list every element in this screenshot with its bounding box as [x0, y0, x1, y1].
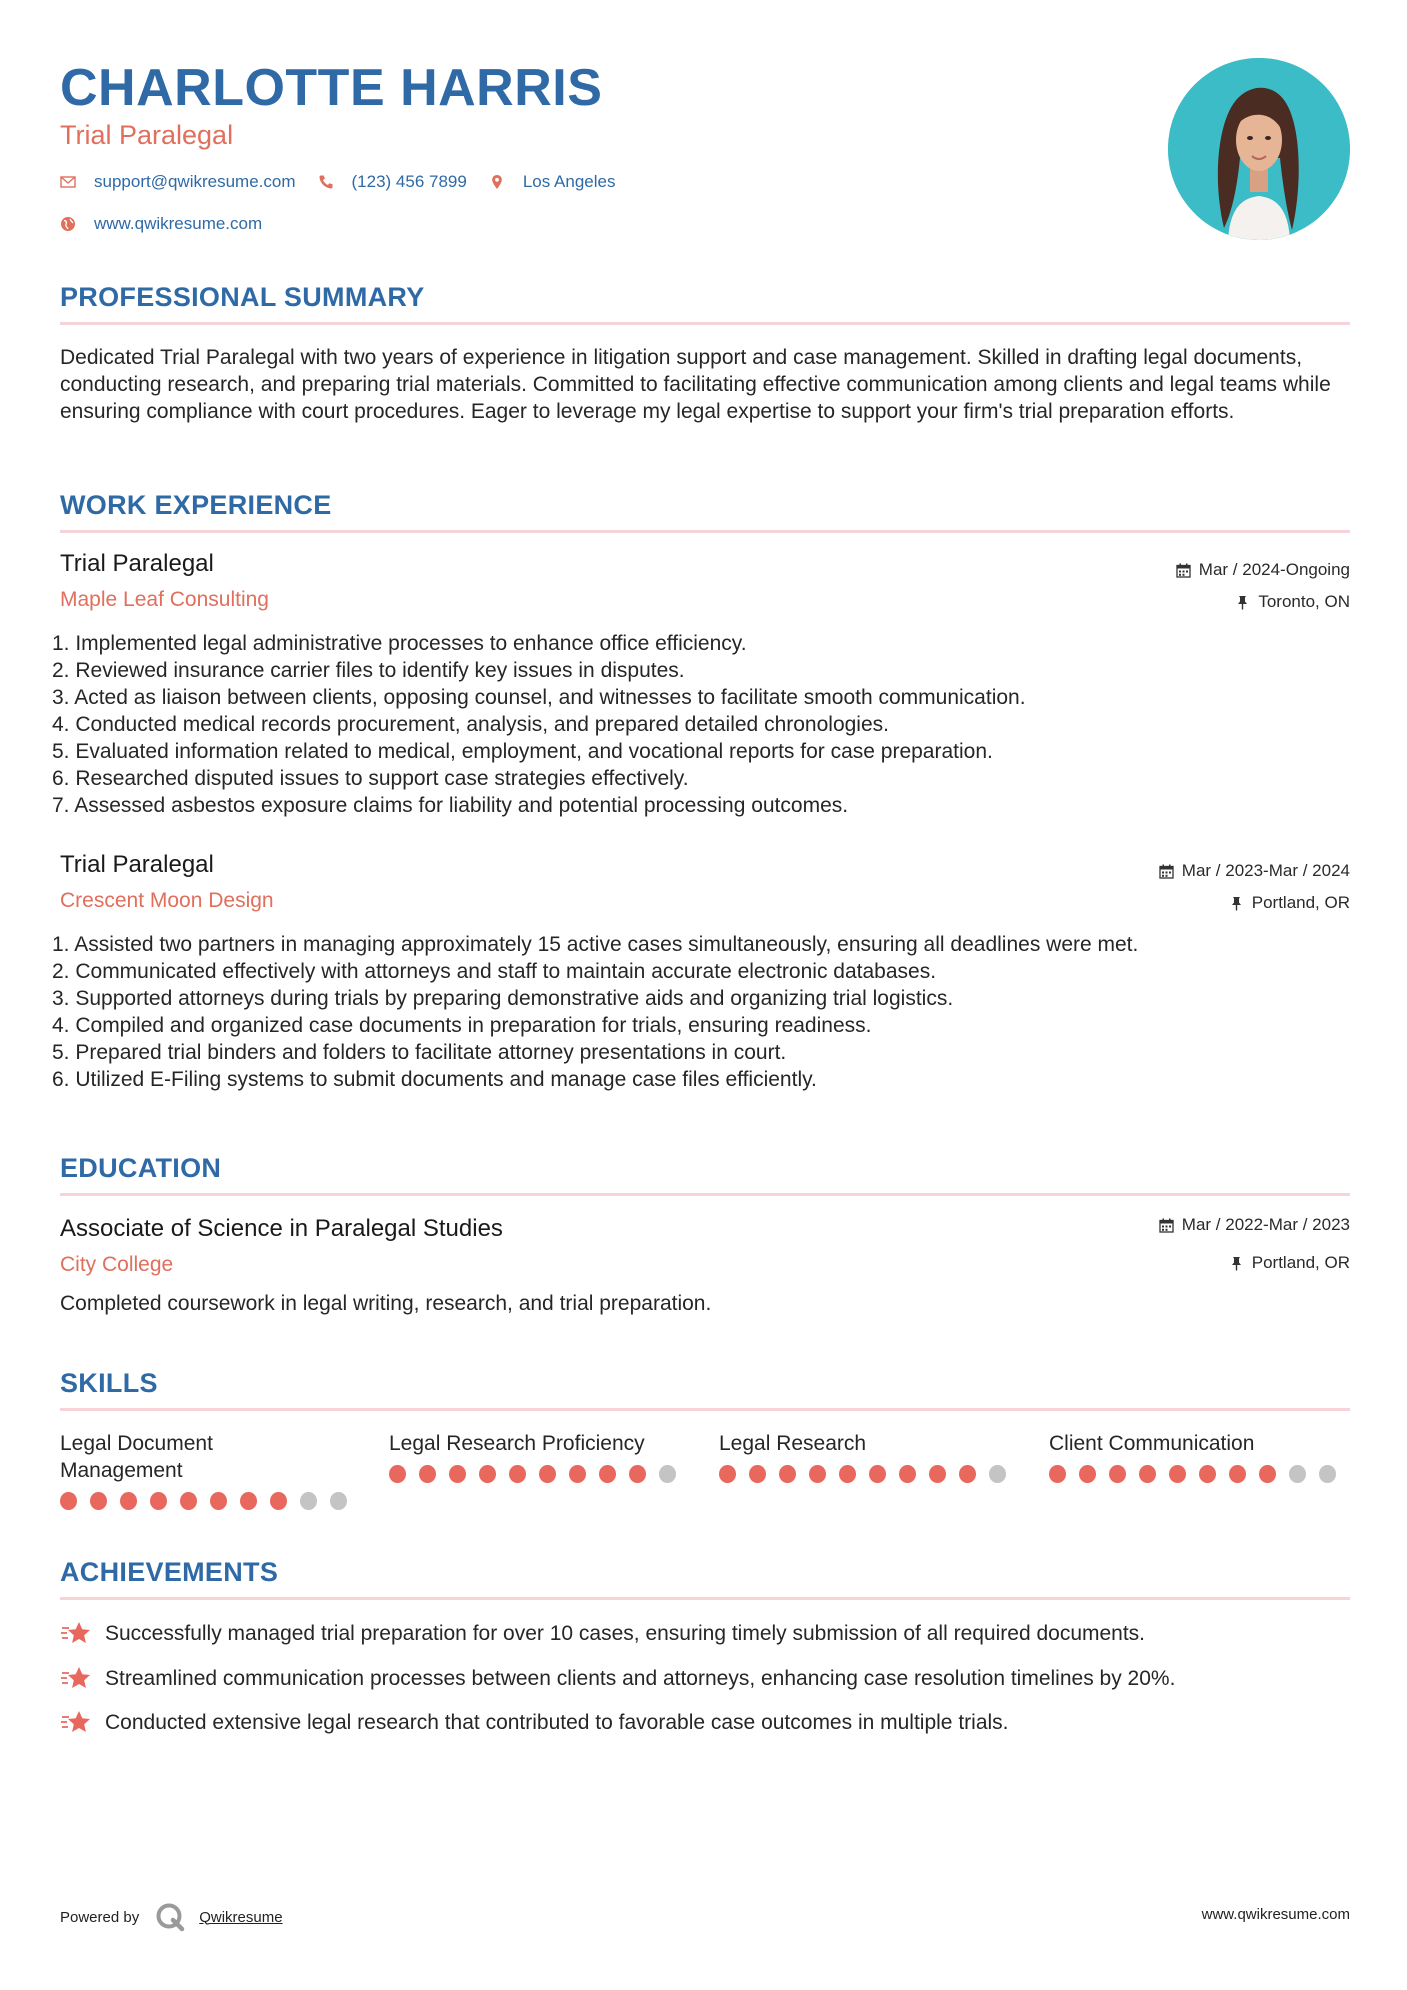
- education-school: City College: [60, 1253, 174, 1276]
- rating-dot-filled: [1229, 1465, 1246, 1483]
- job-dates-text: Mar / 2023-Mar / 2024: [1181, 861, 1350, 880]
- rating-dot-filled: [509, 1465, 526, 1483]
- list-item: 1. Implemented legal administrative processes to enhance office efficiency.: [52, 632, 747, 655]
- list-item: 6. Utilized E-Filing systems to submit documents and manage case files efficiently.: [52, 1068, 817, 1091]
- skill-name: Legal Research Proficiency: [389, 1432, 645, 1455]
- rating-dot-filled: [1079, 1465, 1096, 1483]
- rating-dot-filled: [599, 1465, 616, 1483]
- job-title: Trial Paralegal: [60, 851, 214, 878]
- calendar-icon: [1159, 864, 1174, 879]
- calendar-icon: [1176, 563, 1191, 578]
- rating-dot-filled: [419, 1465, 436, 1483]
- rating-dot-filled: [1259, 1465, 1276, 1483]
- skill-rating: [60, 1492, 360, 1510]
- footer-website[interactable]: www.qwikresume.com: [1201, 1906, 1350, 1923]
- section-title-education: EDUCATION: [60, 1153, 222, 1183]
- rating-dot-filled: [899, 1465, 916, 1483]
- website-text: www.qwikresume.com: [94, 214, 263, 233]
- map-pin-icon: [489, 174, 505, 190]
- skill-rating: [1049, 1465, 1349, 1483]
- rating-dot-filled: [210, 1492, 227, 1510]
- achievement-text: Conducted extensive legal research that contributed to favorable case outcomes in multiple trials.: [105, 1711, 1009, 1734]
- rating-dot-filled: [539, 1465, 556, 1483]
- section-title-summary: PROFESSIONAL SUMMARY: [60, 282, 425, 312]
- pushpin-icon: [1229, 1256, 1244, 1271]
- star-icon: [60, 1665, 92, 1693]
- list-item: 7. Assessed asbestos exposure claims for liability and potential processing outcomes.: [52, 794, 849, 817]
- globe-icon: [60, 216, 76, 232]
- skill-item: [719, 1430, 1019, 1483]
- contact-email[interactable]: [60, 172, 296, 192]
- skill-item: [1049, 1430, 1349, 1483]
- section-divider: [60, 1597, 1350, 1600]
- rating-dot-filled: [1199, 1465, 1216, 1483]
- section-title-experience: WORK EXPERIENCE: [60, 490, 332, 520]
- skill-rating: [719, 1465, 1019, 1483]
- list-item: 5. Evaluated information related to medical, employment, and vocational reports for case preparation.: [52, 740, 993, 763]
- education-location-text: Portland, OR: [1251, 1253, 1350, 1272]
- candidate-name: CHARLOTTE HARRIS: [60, 59, 603, 117]
- brand-link[interactable]: Qwikresume: [199, 1908, 283, 1926]
- list-item: 4. Compiled and organized case documents in preparation for trials, ensuring readiness.: [52, 1014, 872, 1037]
- envelope-icon: [60, 174, 76, 190]
- candidate-role: Trial Paralegal: [60, 120, 234, 150]
- education-location: [1229, 1253, 1350, 1273]
- achievement-item: [60, 1709, 1009, 1737]
- list-item: 5. Prepared trial binders and folders to facilitate attorney presentations in court.: [52, 1041, 787, 1064]
- rating-dot-filled: [1049, 1465, 1066, 1483]
- rating-dot-empty: [659, 1465, 676, 1483]
- list-item: 6. Researched disputed issues to support case strategies effectively.: [52, 767, 689, 790]
- rating-dot-empty: [989, 1465, 1006, 1483]
- rating-dot-filled: [749, 1465, 766, 1483]
- rating-dot-filled: [479, 1465, 496, 1483]
- list-item: 3. Acted as liaison between clients, opposing counsel, and witnesses to facilitate smooth communication.: [52, 686, 1026, 709]
- contact-website[interactable]: [60, 214, 262, 234]
- education-degree: Associate of Science in Paralegal Studies: [60, 1215, 503, 1242]
- section-divider: [60, 322, 1350, 325]
- skill-item: [389, 1430, 689, 1483]
- job-title: Trial Paralegal: [60, 550, 214, 577]
- job-location: [1235, 592, 1350, 612]
- job-dates: [1176, 560, 1350, 580]
- rating-dot-filled: [929, 1465, 946, 1483]
- rating-dot-empty: [1289, 1465, 1306, 1483]
- rating-dot-filled: [90, 1492, 107, 1510]
- skill-name: Client Communication: [1049, 1432, 1255, 1455]
- rating-dot-filled: [150, 1492, 167, 1510]
- job-dates: [1159, 861, 1350, 881]
- education-description: Completed coursework in legal writing, research, and trial preparation.: [60, 1292, 712, 1315]
- job-location-text: Toronto, ON: [1258, 592, 1350, 611]
- skill-name: Legal Research: [719, 1432, 867, 1455]
- list-item: 4. Conducted medical records procurement, analysis, and prepared detailed chronologies.: [52, 713, 889, 736]
- rating-dot-filled: [629, 1465, 646, 1483]
- rating-dot-filled: [60, 1492, 77, 1510]
- list-item: 3. Supported attorneys during trials by preparing demonstrative aids and organizing trial logistics.: [52, 987, 954, 1010]
- rating-dot-filled: [120, 1492, 137, 1510]
- phone-icon: [318, 174, 334, 190]
- location-text: Los Angeles: [522, 172, 616, 191]
- rating-dot-empty: [330, 1492, 347, 1510]
- list-item: 2. Reviewed insurance carrier files to identify key issues in disputes.: [52, 659, 685, 682]
- rating-dot-filled: [779, 1465, 796, 1483]
- portrait-illustration: [1168, 58, 1350, 240]
- skill-item: [60, 1430, 360, 1510]
- pushpin-icon: [1229, 896, 1244, 911]
- section-title-achievements: ACHIEVEMENTS: [60, 1557, 279, 1587]
- profile-photo: [1168, 58, 1350, 240]
- rating-dot-filled: [809, 1465, 826, 1483]
- rating-dot-filled: [180, 1492, 197, 1510]
- star-icon: [60, 1620, 92, 1648]
- footer-powered-by: [60, 1902, 283, 1932]
- achievement-item: [60, 1665, 1175, 1693]
- rating-dot-filled: [719, 1465, 736, 1483]
- rating-dot-filled: [449, 1465, 466, 1483]
- rating-dot-filled: [869, 1465, 886, 1483]
- rating-dot-empty: [1319, 1465, 1336, 1483]
- job-bullets: [52, 630, 1026, 819]
- section-divider: [60, 530, 1350, 533]
- education-dates: [1159, 1215, 1350, 1235]
- skill-rating: [389, 1465, 689, 1483]
- job-company: Crescent Moon Design: [60, 889, 274, 912]
- achievement-text: Successfully managed trial preparation for over 10 cases, ensuring timely submission of all required documents.: [105, 1622, 1146, 1645]
- rating-dot-filled: [1139, 1465, 1156, 1483]
- rating-dot-filled: [240, 1492, 257, 1510]
- section-divider: [60, 1193, 1350, 1196]
- phone-text: (123) 456 7899: [351, 172, 467, 191]
- rating-dot-filled: [389, 1465, 406, 1483]
- summary-text: Dedicated Trial Paralegal with two years of experience in litigation support and case management. Skilled in drafting legal documents, conducting research, and preparing trial materials. Committed to facilitating effective communication among clients and legal teams while ensuring compliance with court procedures. Eager to leverage my legal expertise to support your firm's trial preparation efforts.: [60, 346, 1331, 423]
- rating-dot-filled: [959, 1465, 976, 1483]
- achievement-item: [60, 1620, 1145, 1648]
- contact-row-primary: [60, 172, 637, 192]
- qwikresume-logo-icon: [155, 1902, 185, 1932]
- rating-dot-filled: [1109, 1465, 1126, 1483]
- skill-name: Legal Document Management: [60, 1432, 213, 1482]
- rating-dot-filled: [839, 1465, 856, 1483]
- email-text: support@qwikresume.com: [94, 172, 296, 191]
- job-location-text: Portland, OR: [1251, 893, 1350, 912]
- star-icon: [60, 1709, 92, 1737]
- job-company: Maple Leaf Consulting: [60, 588, 269, 611]
- calendar-icon: [1159, 1218, 1174, 1233]
- contact-row-secondary: [60, 214, 284, 234]
- list-item: 1. Assisted two partners in managing approximately 15 active cases simultaneously, ensuring all deadlines were met.: [52, 933, 1139, 956]
- rating-dot-filled: [270, 1492, 287, 1510]
- contact-location: [489, 172, 616, 192]
- achievement-text: Streamlined communication processes between clients and attorneys, enhancing case resolution timelines by 20%.: [105, 1667, 1176, 1690]
- job-dates-text: Mar / 2024-Ongoing: [1198, 560, 1350, 579]
- powered-by-label: Powered by: [60, 1908, 140, 1926]
- pushpin-icon: [1235, 595, 1250, 610]
- list-item: 2. Communicated effectively with attorneys and staff to maintain accurate electronic databases.: [52, 960, 937, 983]
- job-bullets: [52, 931, 1138, 1093]
- job-location: [1229, 893, 1350, 913]
- education-dates-text: Mar / 2022-Mar / 2023: [1181, 1215, 1350, 1234]
- section-title-skills: SKILLS: [60, 1368, 158, 1398]
- contact-phone[interactable]: [318, 172, 467, 192]
- rating-dot-filled: [569, 1465, 586, 1483]
- rating-dot-empty: [300, 1492, 317, 1510]
- section-divider: [60, 1408, 1350, 1411]
- rating-dot-filled: [1169, 1465, 1186, 1483]
